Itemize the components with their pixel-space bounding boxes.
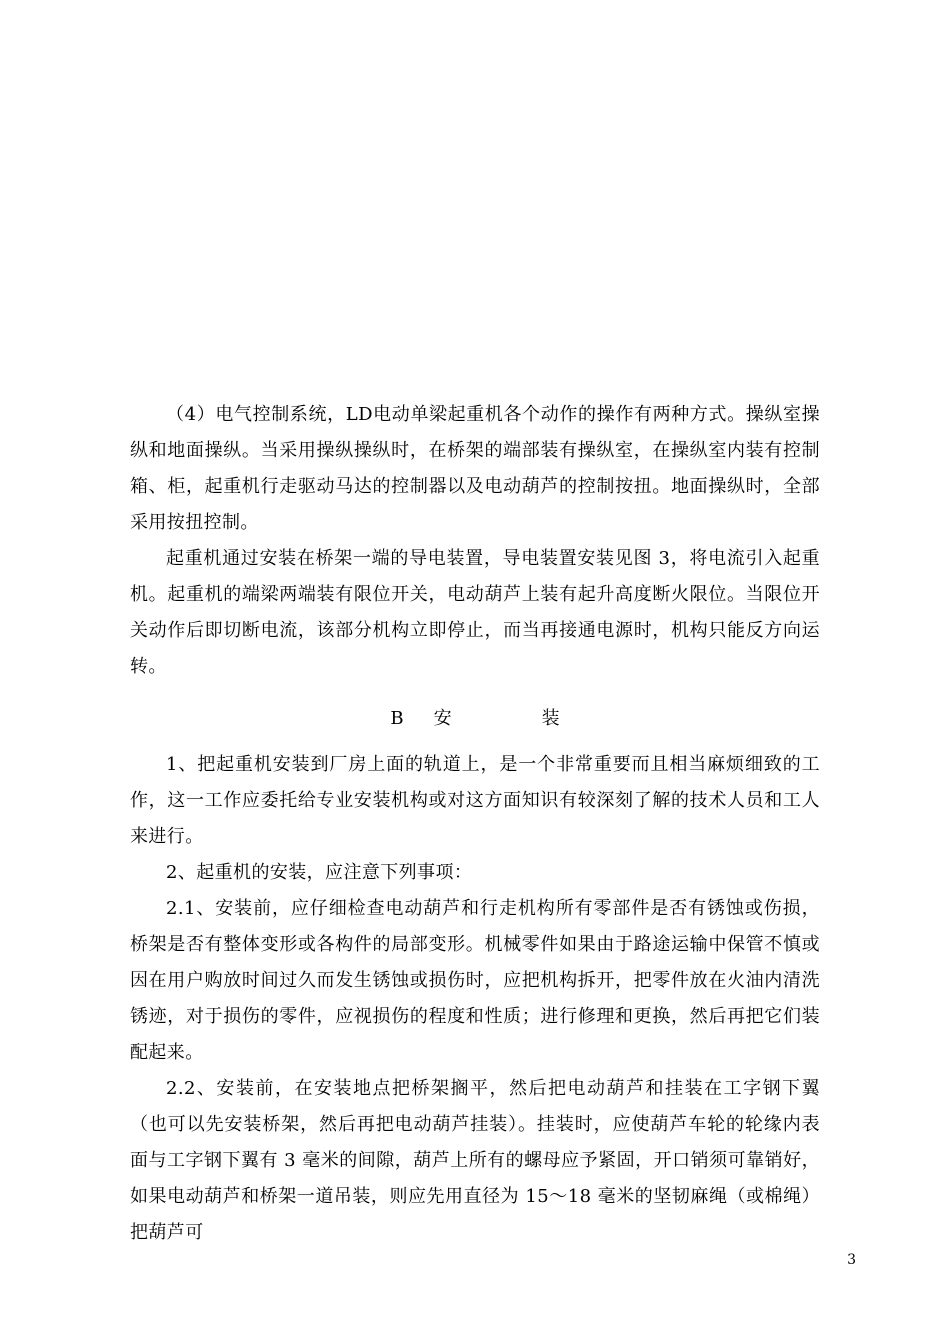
body-text-top [130, 397, 820, 685]
section-heading-letter: B [390, 708, 404, 729]
section-heading-char-2: 装 [541, 708, 560, 729]
section-heading-installation [130, 701, 820, 737]
paragraph-item-1: 1、把起重机安装到厂房上面的轨道上，是一个非常重要而且相当麻烦细致的工作，这一工作应委托给专业安装机构或对这方面知识有较深刻了解的技术人员和工人来进行。 [130, 754, 820, 847]
paragraph-power-supply: 起重机通过安装在桥架一端的导电装置，导电装置安装见图 3，将电流引入起重机。起重机的端梁两端装有限位开关，电动葫芦上装有起升高度断火限位。当限位开关动作后即切断电流，该部分机构立即停止，而当再接通电源时，机构只能反方向运转。 [130, 548, 820, 677]
body-text-bottom [130, 747, 820, 1251]
paragraph-item-2-1: 2.1、安装前，应仔细检查电动葫芦和行走机构所有零部件是否有锈蚀或伤损，桥架是否有整体变形或各构件的局部变形。机械零件如果由于路途运输中保管不慎或因在用户购放时间过久而发生锈蚀或损伤时，应把机构拆开，把零件放在火油内清洗锈迹，对于损伤的零件，应视损伤的程度和性质；进行修理和更换，然后再把它们装配起来。 [130, 898, 820, 1063]
section-heading [130, 701, 820, 737]
paragraph-electrical-control: （4）电气控制系统，LD电动单梁起重机各个动作的操作有两种方式。操纵室操纵和地面操纵。当采用操纵操纵时，在桥架的端部装有操纵室，在操纵室内装有控制箱、柜，起重机行走驱动马达的控制器以及电动葫芦的控制按扭。地面操纵时，全部采用按扭控制。 [130, 404, 820, 533]
section-heading-char-1: 安 [433, 708, 452, 729]
page-number: 3 [847, 1252, 856, 1268]
paragraph-item-2-2: 2.2、安装前，在安装地点把桥架搁平，然后把电动葫芦和挂装在工字钢下翼（也可以先安装桥架，然后再把电动葫芦挂装）。挂装时，应使葫芦车轮的轮缘内表面与工字钢下翼有 3 毫米的间隙，葫芦上所有的螺母应予紧固，开口销须可靠销好，如果电动葫芦和桥架一道吊装，则应先用直径为 15～18 毫米的坚韧麻绳（或棉绳）把葫芦可 [130, 1078, 820, 1243]
paragraph-item-2: 2、起重机的安装，应注意下列事项： [166, 862, 473, 883]
